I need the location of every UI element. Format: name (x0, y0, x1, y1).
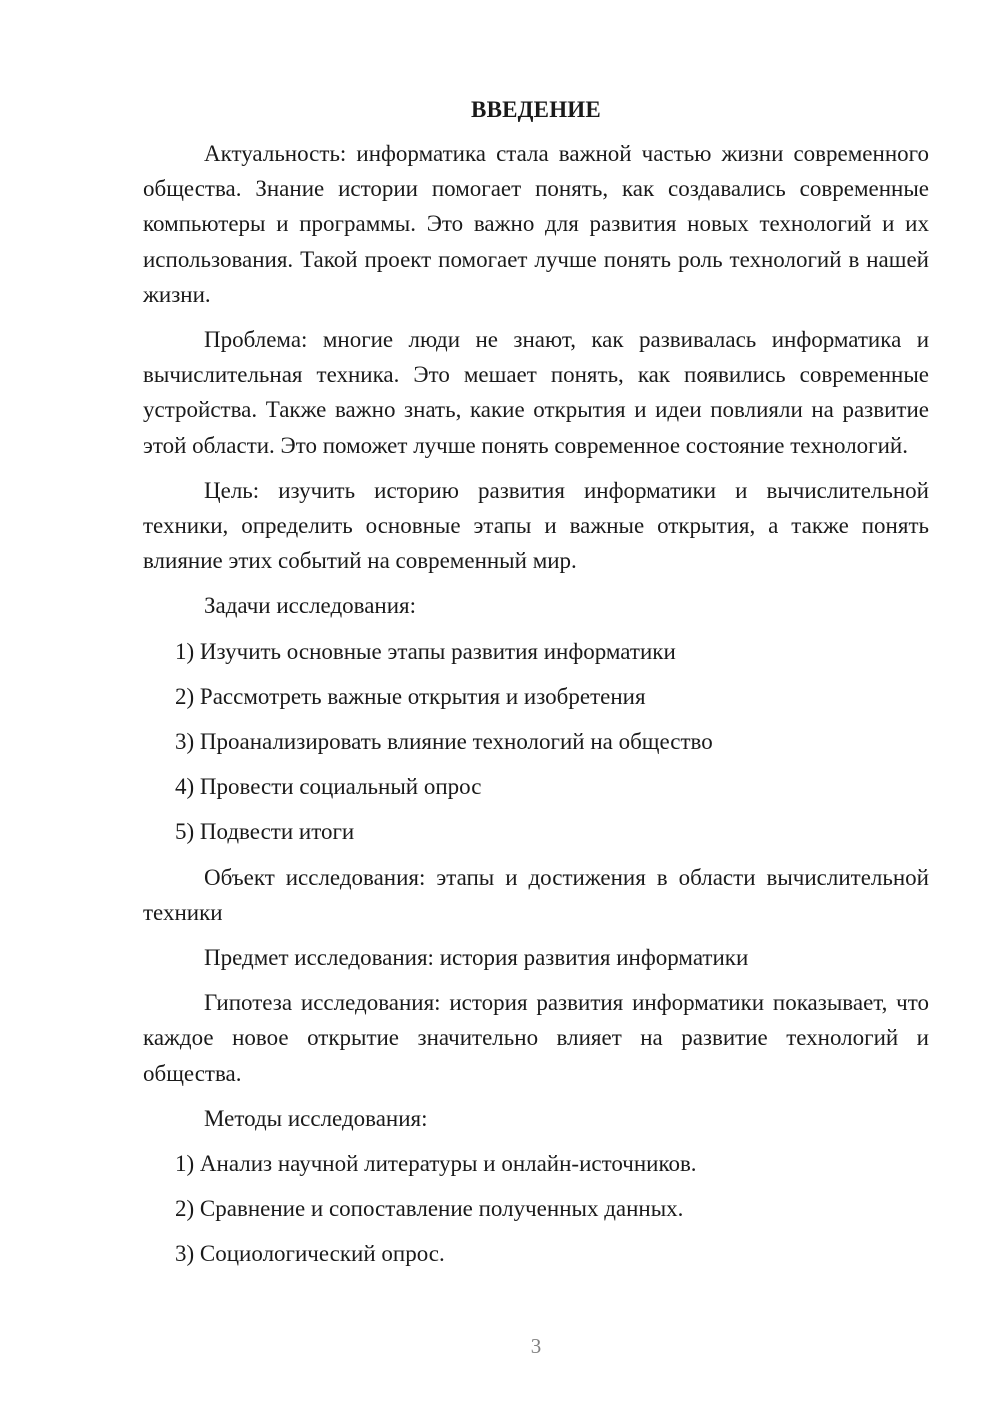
list-item: 2) Рассмотреть важные открытия и изобретения (175, 683, 646, 709)
list-item: 4) Провести социальный опрос (175, 774, 482, 800)
methods-heading: Методы исследования: (204, 1105, 428, 1131)
goal-paragraph: Цель: изучить историю развития информатики и вычислительной техники, определить основные этапы и важные открытия, а также понять влияние этих событий на современный мир. (143, 477, 929, 574)
methods-list (143, 1146, 929, 1272)
document-page (143, 92, 929, 1282)
tasks-heading: Задачи исследования: (204, 593, 417, 619)
page-number: 3 (530, 1334, 542, 1358)
list-item: 5) Подвести итоги (175, 819, 355, 845)
list-item: 1) Изучить основные этапы развития информатики (175, 638, 676, 664)
subject-paragraph: Предмет исследования: история развития информатики (204, 945, 749, 971)
object-paragraph: Объект исследования: этапы и достижения в области вычислительной техники (143, 864, 929, 925)
relevance-paragraph: Актуальность: информатика стала важной частью жизни современного общества. Знание истории помогает понять, как создавались современные компьютеры и программы. Это важно для развития новых технологий и их использования. Такой проект помогает лучше понять роль технологий в нашей жизни. (143, 141, 929, 307)
list-item: 3) Социологический опрос. (175, 1241, 445, 1267)
tasks-list (143, 634, 929, 850)
page-title: ВВЕДЕНИЕ (471, 97, 601, 122)
list-item: 3) Проанализировать влияние технологий на общество (175, 729, 713, 755)
problem-paragraph: Проблема: многие люди не знают, как развивалась информатика и вычислительная техника. Это мешает понять, как появились современные устройства. Также важно знать, какие открытия и идеи повлияли на развитие этой области. Это поможет лучше понять современное состояние технологий. (143, 327, 929, 458)
hypothesis-paragraph: Гипотеза исследования: история развития информатики показывает, что каждое новое открытие значительно влияет на развитие технологий и общества. (143, 990, 929, 1086)
list-item: 2) Сравнение и сопоставление полученных данных. (175, 1196, 684, 1222)
list-item: 1) Анализ научной литературы и онлайн-источников. (175, 1151, 697, 1177)
